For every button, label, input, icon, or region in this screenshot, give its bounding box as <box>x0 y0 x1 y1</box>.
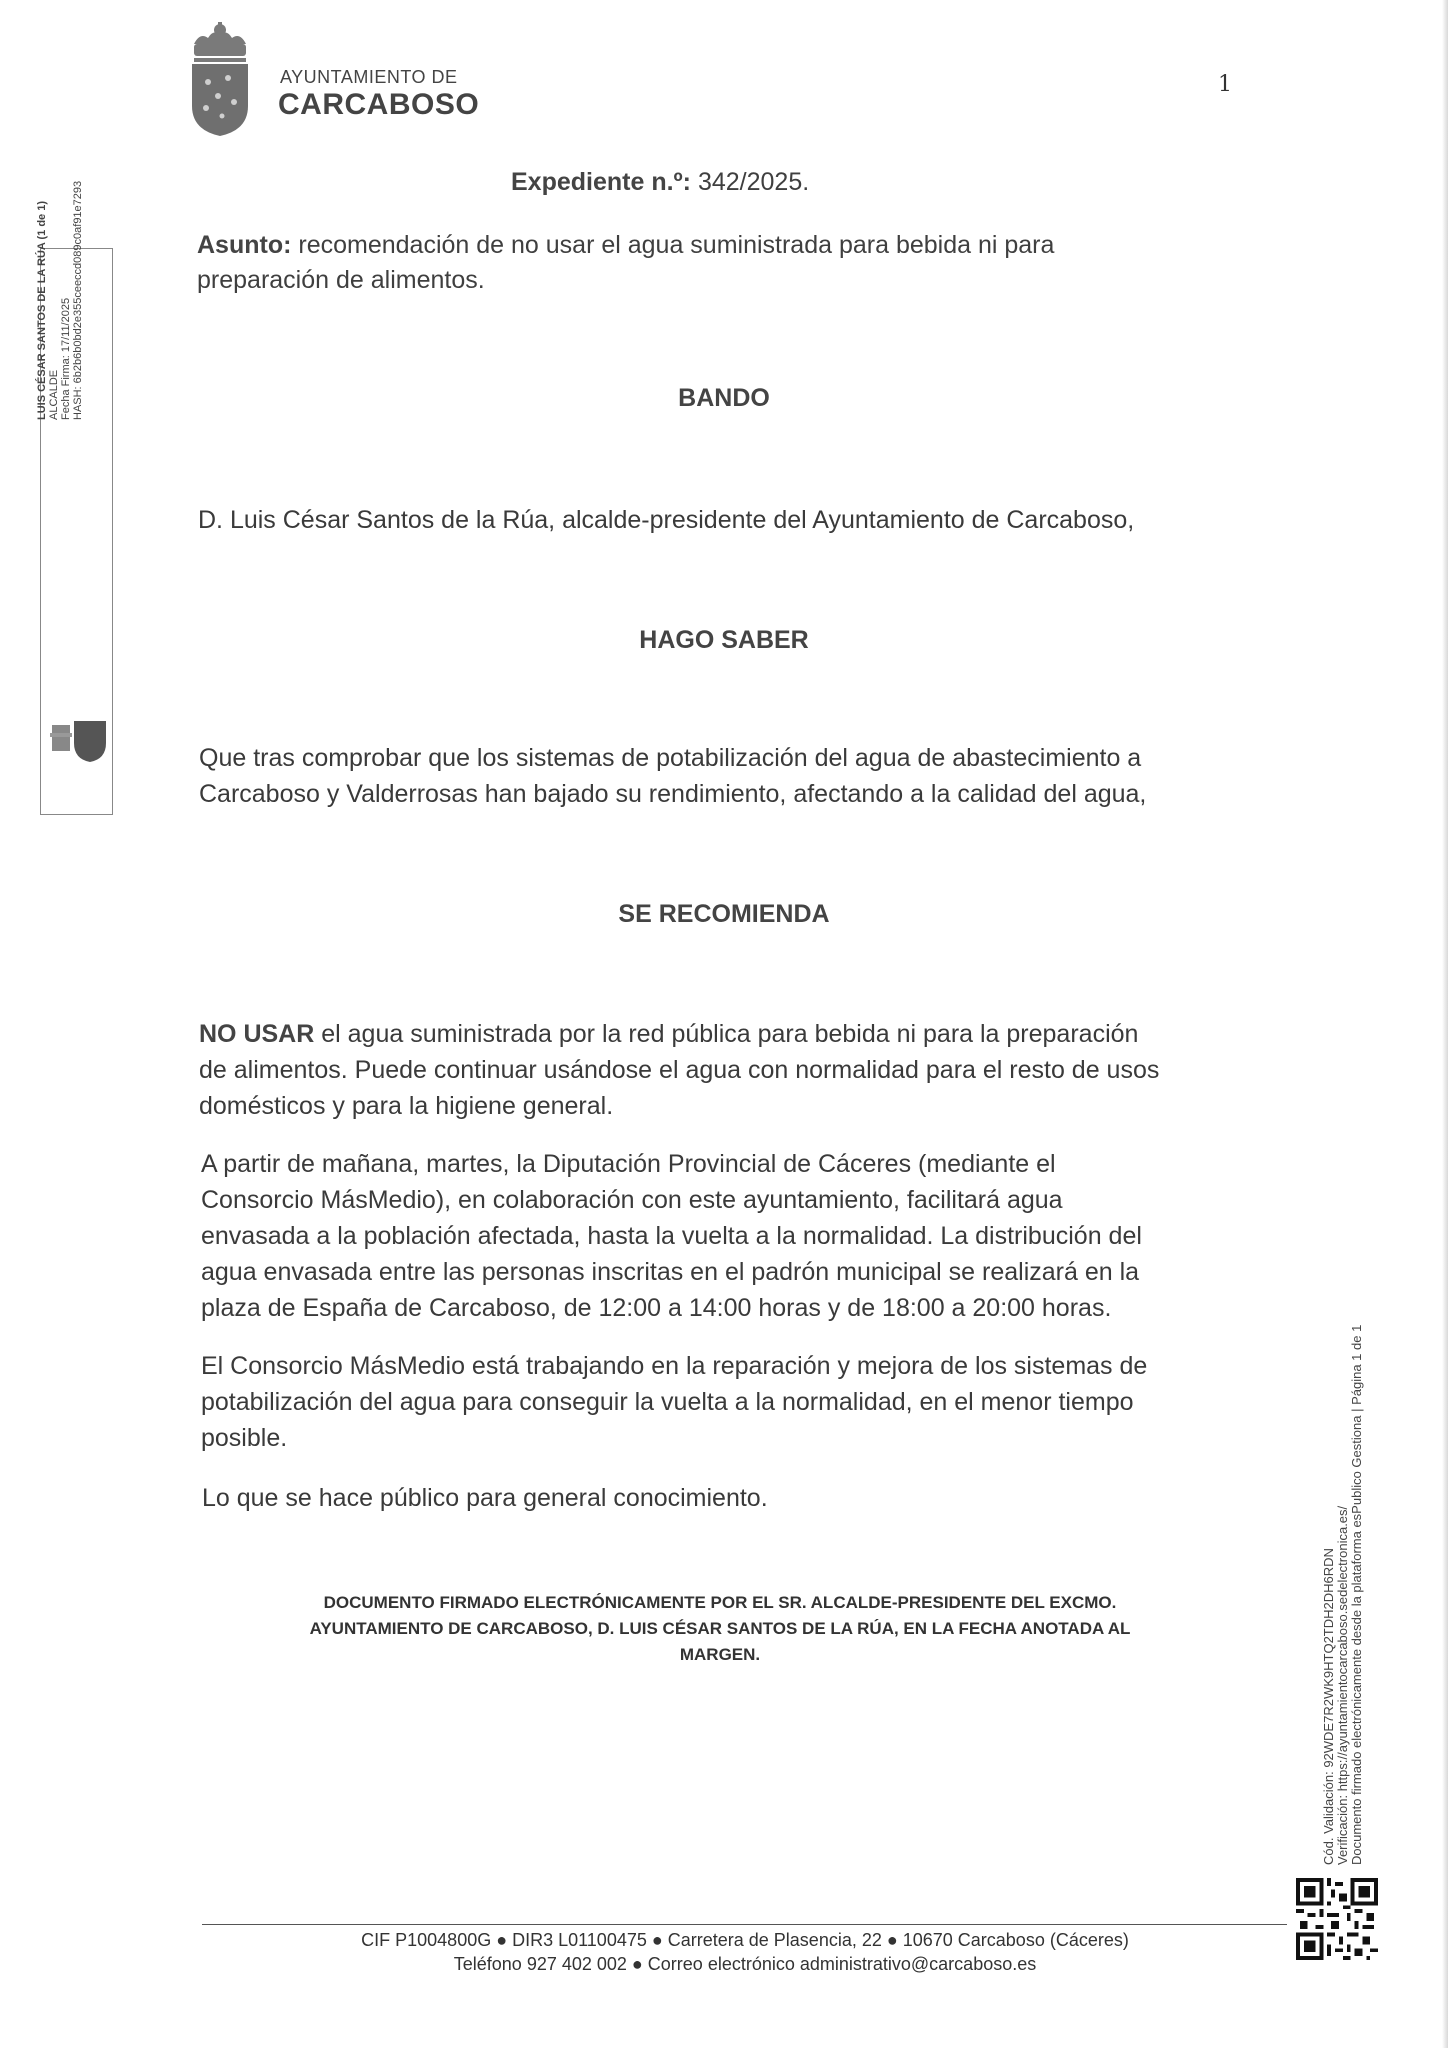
subject-label: Asunto: <box>197 231 292 259</box>
footer-contact <box>200 1928 1290 1976</box>
que-line-2: Carcaboso y Valderrosas han bajado su rendimiento, afectando a la calidad del agua, <box>199 780 1147 808</box>
file-number-label: Expediente n.º: <box>511 168 691 196</box>
no-usar-paragraph <box>199 1016 1209 1124</box>
closing-paragraph: Lo que se hace público para general conocimiento. <box>202 1484 768 1512</box>
distribution-line-3: envasada a la población afectada, hasta la vuelta a la normalidad. La distribución del <box>201 1222 1142 1250</box>
file-number-value: 342/2025. <box>691 168 810 196</box>
heading-se-recomienda: SE RECOMIENDA <box>618 900 830 928</box>
stamp-role: ALCALDE <box>48 369 60 420</box>
intro-paragraph: D. Luis César Santos de la Rúa, alcalde-presidente del Ayuntamiento de Carcaboso, <box>198 506 1135 534</box>
footer-line-2: Teléfono 927 402 002 ● Correo electrónico administrativo@carcaboso.es <box>453 1954 1037 1974</box>
signature-notice-line-3: MARGEN. <box>679 1645 761 1664</box>
qr-code-icon <box>1296 1878 1378 1960</box>
consorcio-line-3: posible. <box>201 1424 288 1452</box>
platform-notice: Documento firmado electrónicamente desde la plataforma esPublico Gestiona | Página 1 de 1 <box>1349 1324 1364 1865</box>
que-line-1: Que tras comprobar que los sistemas de potabilización del agua de abastecimiento a <box>199 744 1142 772</box>
org-name: CARCABOSO <box>278 88 480 121</box>
page-edge <box>1442 0 1448 2048</box>
coat-of-arms-logo <box>188 20 252 138</box>
org-name-line1: AYUNTAMIENTO DE <box>280 67 458 87</box>
consorcio-paragraph <box>201 1348 1211 1456</box>
signature-notice-line-2: AYUNTAMIENTO DE CARCABOSO, D. LUIS CÉSAR SANTOS DE LA RÚA, EN LA FECHA ANOTADA AL <box>309 1619 1131 1638</box>
page-number: 1 <box>1218 72 1232 97</box>
no-usar-label: NO USAR <box>199 1020 315 1048</box>
consorcio-line-1: El Consorcio MásMedio está trabajando en la reparación y mejora de los sistemas de <box>201 1352 1148 1380</box>
no-usar-line-3: domésticos y para la higiene general. <box>199 1092 614 1120</box>
stamp-date: Fecha Firma: 17/11/2025 <box>60 297 72 420</box>
heading-hago-saber: HAGO SABER <box>639 626 809 654</box>
no-usar-line-2: de alimentos. Puede continuar usándose el agua con normalidad para el resto de usos <box>199 1056 1160 1084</box>
electronic-signature-notice <box>230 1590 1210 1668</box>
signature-notice-line-1: DOCUMENTO FIRMADO ELECTRÓNICAMENTE POR EL SR. ALCALDE-PRESIDENTE DEL EXCMO. <box>323 1593 1117 1612</box>
no-usar-line-1-text: el agua suministrada por la red pública para bebida ni para la preparación <box>314 1020 1139 1048</box>
file-number <box>511 168 809 197</box>
subject-text: recomendación de no usar el agua suministrada para bebida ni para preparación de alimentos. <box>197 231 1055 294</box>
verification-url: Verificación: https://ayuntamientocarcaboso.sedelectronica.es/ <box>1335 1505 1350 1865</box>
footer-line-1: CIF P1004800G ● DIR3 L01100475 ● Carretera de Plasencia, 22 ● 10670 Carcaboso (Cáceres) <box>361 1930 1129 1950</box>
distribution-line-1: A partir de mañana, martes, la Diputación Provincial de Cáceres (mediante el <box>201 1150 1056 1178</box>
distribution-line-2: Consorcio MásMedio), en colaboración con este ayuntamiento, facilitará agua <box>201 1186 1063 1214</box>
consorcio-line-2: potabilización del agua para conseguir la vuelta a la normalidad, en el menor tiempo <box>201 1388 1134 1416</box>
subject <box>197 228 1157 298</box>
distribution-line-5: plaza de España de Carcaboso, de 12:00 a 14:00 horas y de 18:00 a 20:00 horas. <box>201 1294 1112 1322</box>
que-paragraph <box>199 740 1209 812</box>
no-usar-line-1 <box>199 1016 1209 1052</box>
stamp-crest-icon <box>48 715 110 763</box>
stamp-signer: LUIS CÉSAR SANTOS DE LA RÚA (1 de 1) <box>36 200 48 420</box>
stamp-hash: HASH: 6b2b6b0bd2e355ceeccd089c0af91e7293 <box>72 180 84 420</box>
heading-bando: BANDO <box>678 384 770 412</box>
validation-code: Cód. Validación: 92WDE7R2WK9HTQ2TDH2DH6RDN <box>1321 1548 1336 1865</box>
distribution-line-4: agua envasada entre las personas inscritas en el padrón municipal se realizará en la <box>201 1258 1140 1286</box>
distribution-paragraph <box>201 1146 1211 1326</box>
footer-divider <box>202 1924 1287 1925</box>
verification-text <box>1322 1325 1364 1865</box>
